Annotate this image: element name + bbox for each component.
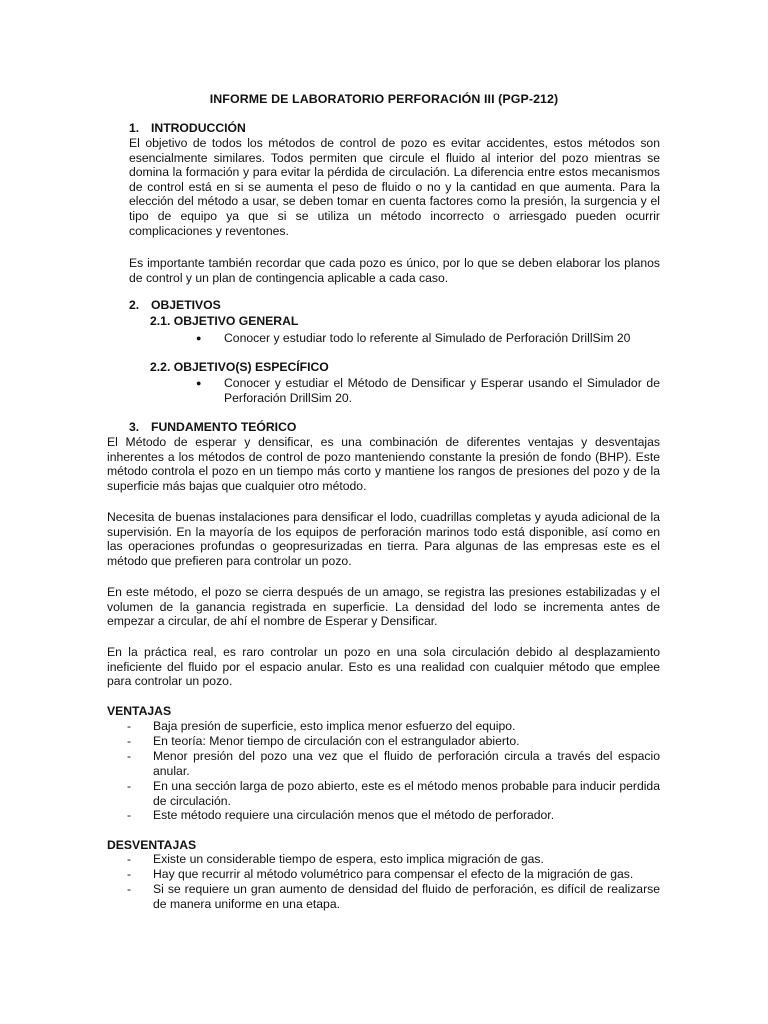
fundamento-paragraph-1: El Método de esperar y densificar, es una combinación de diferentes ventajas y desventajas inherentes a los métodos de control de pozo manteniendo constante la presión de fondo (BHP). Este método controla el pozo en un tiempo más corto y mantiene los rangos de presiones del pozo y de la superficie más bajas que cualquier otro método. bbox=[107, 435, 660, 493]
list-item-text: Menor presión del pozo una vez que el fluido de perforación circula a través del espacio anular. bbox=[153, 749, 660, 778]
list-item-text: Conocer y estudiar el Método de Densificar y Esperar usando el Simulador de Perforación DrillSim 20. bbox=[224, 376, 660, 405]
list-item bbox=[127, 882, 660, 912]
fundamento-paragraph-3: En este método, el pozo se cierra después de un amago, se registra las presiones estabilizadas y el volumen de la ganancia registrada en superficie. La densidad del lodo se incrementa antes de empezar a circular, de ahí el nombre de Esperar y Densificar. bbox=[107, 585, 660, 629]
list-item-text: Baja presión de superficie, esto implica menor esfuerzo del equipo. bbox=[153, 719, 516, 733]
list-item-text: Si se requiere un gran aumento de densidad del fluido de perforación, es difícil de realizarse de manera uniforme en una etapa. bbox=[153, 882, 660, 911]
list-item bbox=[127, 749, 660, 779]
bullet-icon: ● bbox=[196, 378, 202, 388]
dash-icon: - bbox=[127, 808, 132, 822]
dash-icon: - bbox=[127, 779, 132, 793]
dash-icon: - bbox=[127, 749, 132, 763]
list-item-text: En una sección larga de pozo abierto, este es el método menos probable para inducir perdida de circulación. bbox=[153, 779, 660, 808]
section-title: FUNDAMENTO TEÓRICO bbox=[151, 420, 297, 434]
fundamento-paragraph-4: En la práctica real, es raro controlar un pozo en una sola circulación debido al desplazamiento ineficiente del fluido por el espacio anular. Esto es una realidad con cualquier método que emplee para controlar un pozo. bbox=[107, 645, 660, 689]
dash-icon: - bbox=[127, 719, 132, 733]
section-number: 3. bbox=[129, 420, 140, 434]
subsection-heading-objetivo-especifico: 2.2. OBJETIVO(S) ESPECÍFICO bbox=[150, 360, 329, 374]
section-number: 1. bbox=[129, 121, 140, 135]
list-item bbox=[127, 719, 660, 734]
list-item-text: Conocer y estudiar todo lo referente al Simulado de Perforación DrillSim 20 bbox=[224, 331, 631, 345]
section-title: OBJETIVOS bbox=[151, 298, 221, 312]
list-item bbox=[196, 331, 660, 346]
fundamento-paragraph-2: Necesita de buenas instalaciones para densificar el lodo, cuadrillas completas y ayuda adicional de la supervisión. En la mayoría de los equipos de perforación marinos todo está disponible, así como en las operaciones profundas o geopresurizadas en tierra. Para algunas de las empresas este es el método que prefieren para controlar un pozo. bbox=[107, 510, 660, 568]
dash-icon: - bbox=[127, 734, 132, 748]
list-item bbox=[127, 808, 660, 823]
document-title: INFORME DE LABORATORIO PERFORACIÓN III (PGP-212) bbox=[209, 92, 559, 106]
dash-icon: - bbox=[127, 852, 132, 866]
section-heading-ventajas: VENTAJAS bbox=[107, 704, 172, 718]
section-title: INTRODUCCIÓN bbox=[151, 121, 246, 135]
intro-paragraph-2: Es importante también recordar que cada pozo es único, por lo que se deben elaborar los planos de control y un plan de contingencia aplicable a cada caso. bbox=[129, 256, 660, 285]
section-heading-objetivos bbox=[129, 298, 221, 313]
intro-paragraph-1: El objetivo de todos los métodos de control de pozo es evitar accidentes, estos métodos son esencialmente similares. Todos permiten que circule el fluido al interior del pozo mientras se domina la formación y para evitar la pérdida de circulación. La diferencia entre estos mecanismos de control está en si se aumenta el peso de fluido o no y la cantidad en que aumenta. Para la elección del método a usar, se deben tomar en cuenta factores como la presión, la surgencia y el tipo de equipo ya que si se utiliza un método incorrecto o arriesgado pueden ocurrir complicaciones y reventones. bbox=[129, 136, 660, 238]
section-number: 2. bbox=[129, 298, 140, 312]
list-item bbox=[127, 734, 660, 749]
subsection-heading-objetivo-general: 2.1. OBJETIVO GENERAL bbox=[150, 314, 299, 328]
list-item-text: Este método requiere una circulación menos que el método de perforador. bbox=[153, 808, 555, 822]
section-heading-desventajas: DESVENTAJAS bbox=[107, 838, 197, 852]
dash-icon: - bbox=[127, 882, 132, 896]
section-heading-introduccion bbox=[129, 121, 246, 136]
list-item bbox=[127, 852, 660, 867]
list-item-text: Existe un considerable tiempo de espera, esto implica migración de gas. bbox=[153, 852, 544, 866]
dash-icon: - bbox=[127, 867, 132, 881]
bullet-icon: ● bbox=[196, 333, 202, 343]
list-item bbox=[196, 376, 660, 406]
list-item-text: En teoría: Menor tiempo de circulación con el estrangulador abierto. bbox=[153, 734, 520, 748]
list-item bbox=[127, 779, 660, 809]
list-item bbox=[127, 867, 660, 882]
list-item-text: Hay que recurrir al método volumétrico para compensar el efecto de la migración de gas. bbox=[153, 867, 634, 881]
section-heading-fundamento bbox=[129, 420, 296, 435]
